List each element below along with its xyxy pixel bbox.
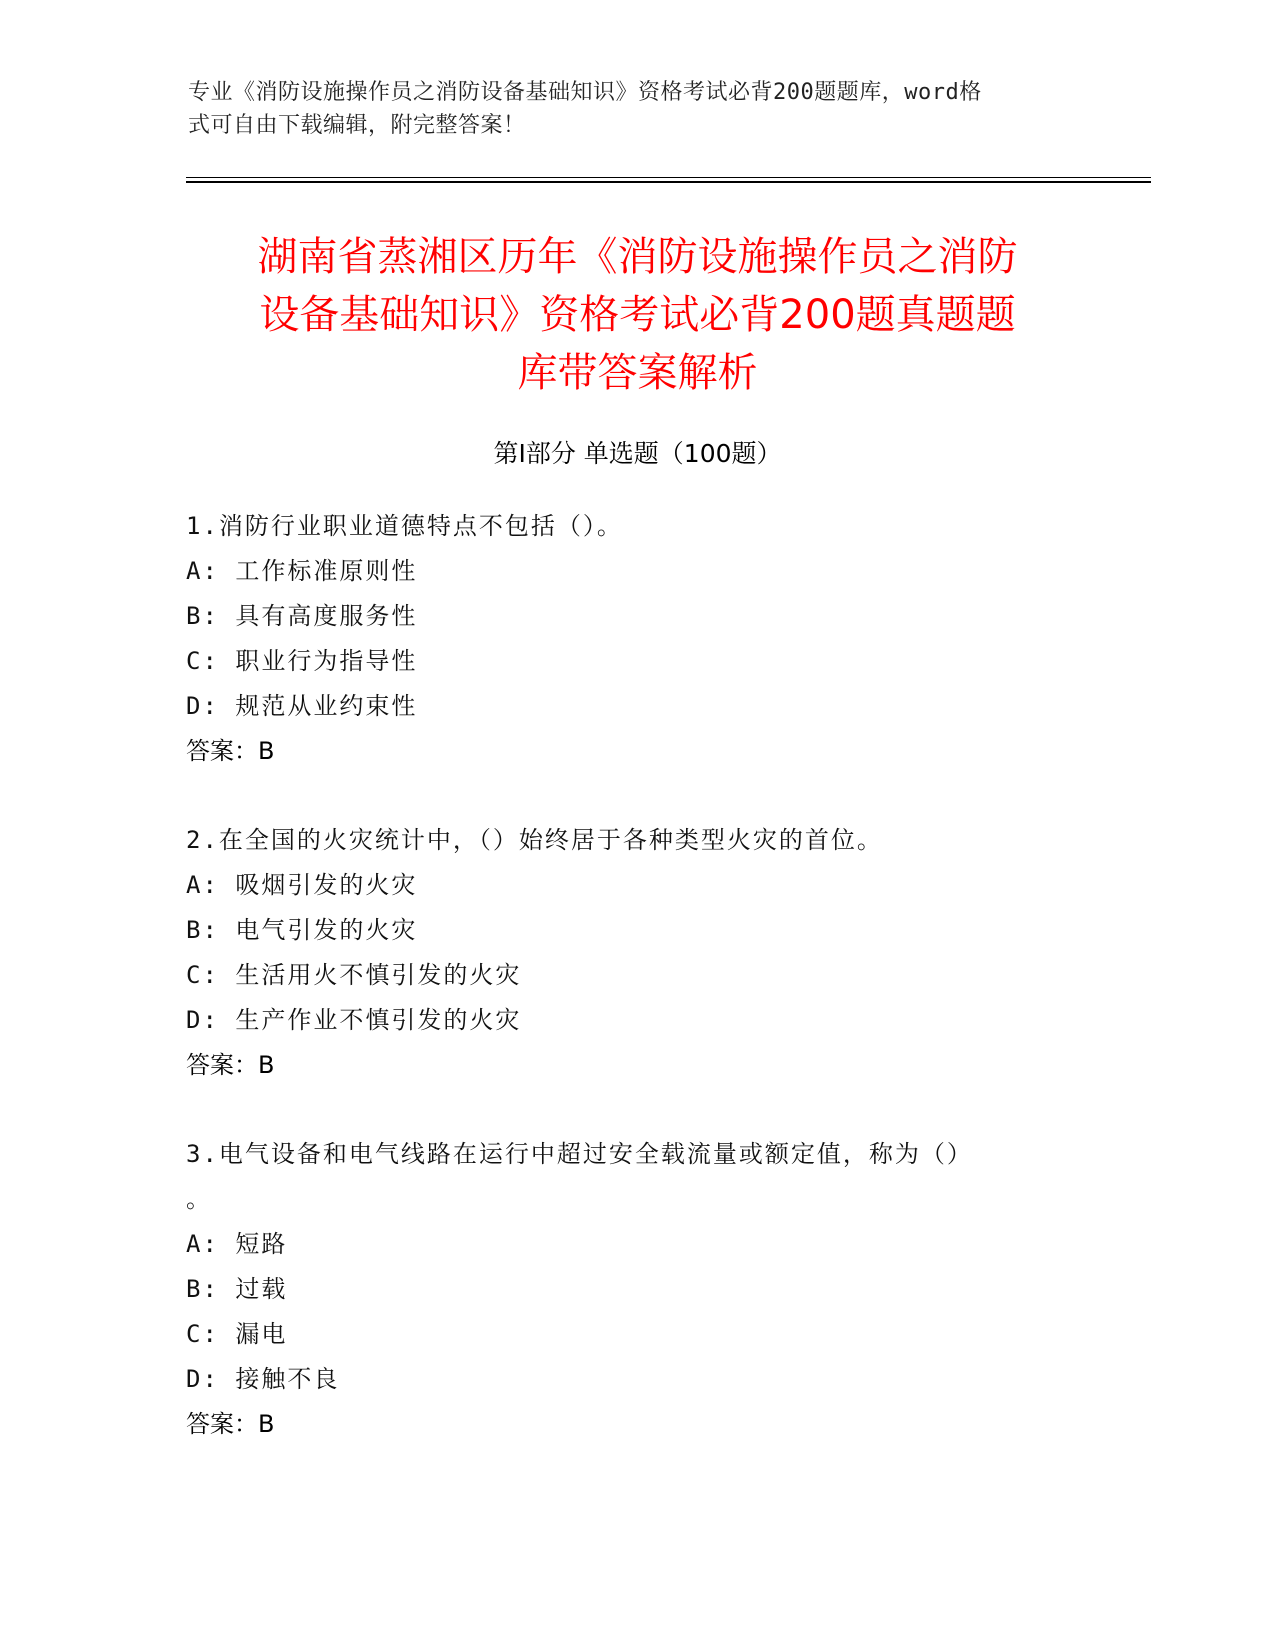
document-header-note xyxy=(188,76,1088,142)
option-d: D: 规范从业约束性 xyxy=(186,692,418,720)
document-title xyxy=(150,228,1125,402)
title-line-1: 湖南省蒸湘区历年《消防设施操作员之消防 xyxy=(257,234,1018,280)
option-a: A: 短路 xyxy=(186,1230,288,1258)
question-stem: 3.电气设备和电气线路在运行中超过安全载流量或额定值，称为（） xyxy=(186,1140,973,1168)
option-c: C: 漏电 xyxy=(186,1320,288,1348)
question-stem-continuation: 。 xyxy=(186,1185,212,1213)
option-a: A: 吸烟引发的火灾 xyxy=(186,871,418,899)
option-b: B: 具有高度服务性 xyxy=(186,602,418,630)
answer-line: 答案：B xyxy=(186,1051,275,1079)
question-stem: 1.消防行业职业道德特点不包括（）。 xyxy=(186,512,623,540)
question-2 xyxy=(186,818,1086,1088)
answer-line: 答案：B xyxy=(186,737,275,765)
header-divider-thick xyxy=(186,181,1151,183)
header-note-line-2: 式可自由下载编辑，附完整答案！ xyxy=(188,113,526,138)
title-line-2: 设备基础知识》资格考试必背200题真题题 xyxy=(259,292,1016,338)
option-c: C: 生活用火不慎引发的火灾 xyxy=(186,961,522,989)
answer-line: 答案：B xyxy=(186,1410,275,1438)
option-d: D: 接触不良 xyxy=(186,1365,340,1393)
option-b: B: 过载 xyxy=(186,1275,288,1303)
option-a: A: 工作标准原则性 xyxy=(186,557,418,585)
section-heading: 第I部分 单选题（100题） xyxy=(493,439,782,468)
header-note-line-1: 专业《消防设施操作员之消防设备基础知识》资格考试必背200题题库，word格 xyxy=(188,80,982,105)
option-c: C: 职业行为指导性 xyxy=(186,647,418,675)
question-1 xyxy=(186,504,1086,774)
header-divider-thin xyxy=(186,177,1151,178)
option-d: D: 生产作业不慎引发的火灾 xyxy=(186,1006,522,1034)
question-3 xyxy=(186,1132,1086,1447)
title-line-3: 库带答案解析 xyxy=(517,350,758,396)
option-b: B: 电气引发的火灾 xyxy=(186,916,418,944)
question-stem: 2.在全国的火灾统计中，（）始终居于各种类型火灾的首位。 xyxy=(186,826,883,854)
